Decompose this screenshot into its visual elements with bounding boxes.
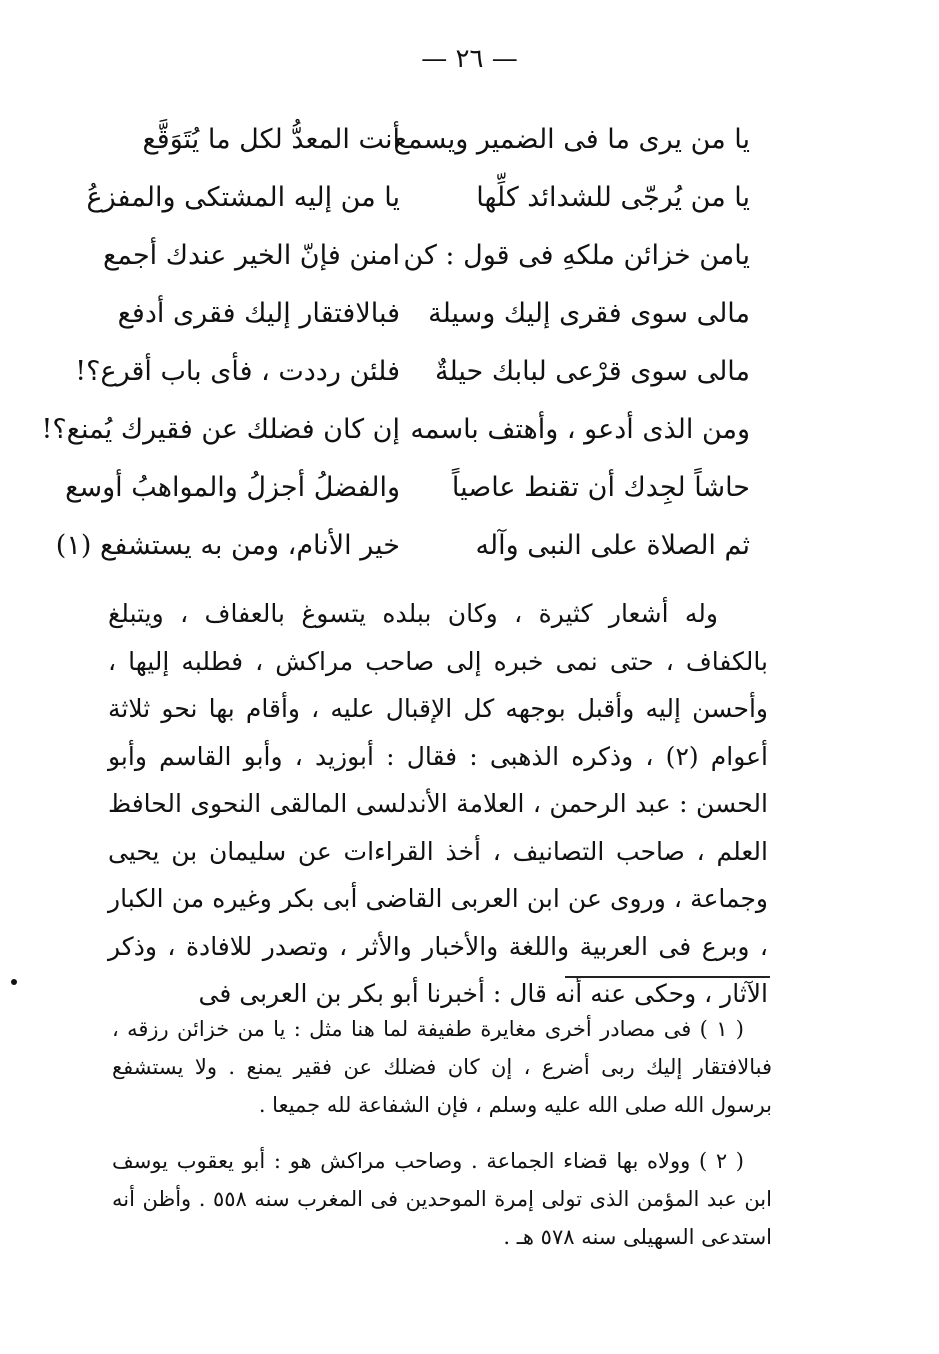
body-paragraph: وله أشعار كثيرة ، وكان ببلده يتسوغ بالعفاف ، ويتبلغ بالكفاف ، حتى نمى خبره إلى صاحب مراكش ، فطلبه إليها ، وأحسن إليه وأقبل بوجهه كل الإقبال عليه ، وأقام بها نحو ثلاثة أعوام (٢) ، وذكره الذهبى : فقال : أبوزيد ، وأبو القاسم وأبو الحسن : عبد الرحمن ، العلامة الأندلسى المالقى النحوى الحافظ العلم ، صاحب التصانيف ، أخذ القراءات عن سليمان بن يحيى وجماعة ، وروى عن ابن العربى القاضى أبى بكر وغيره من الكبار ، وبرع فى العربية واللغة والأخبار والأثر ، وتصدر للافادة ، وذكر الآثار ، وحكى عنه أنه قال : أخبرنا أبو بكر بن العربى فى bbox=[108, 599, 769, 1008]
verse-first-hemistich: يا من يرى ما فى الضمير ويسمع bbox=[393, 123, 750, 155]
verse-second-hemistich: إن كان فضلك عن فقيرك يُمنع؟! bbox=[41, 413, 400, 445]
verse bbox=[100, 110, 750, 168]
verse-first-hemistich: يا من يُرجّى للشدائد كلِّها bbox=[476, 181, 750, 213]
verse-first-hemistich: ثم الصلاة على النبى وآله bbox=[475, 529, 750, 561]
verse bbox=[100, 284, 750, 342]
verse-second-hemistich: يا من إليه المشتكى والمفزعُ bbox=[86, 181, 400, 213]
verse-second-hemistich: امنن فإنّ الخير عندك أجمع bbox=[102, 239, 400, 271]
verse bbox=[55, 516, 750, 574]
footnotes bbox=[112, 1010, 772, 1274]
margin-mark bbox=[11, 979, 17, 985]
footnote-1: ( ١ ) فى مصادر أخرى مغايرة طفيفة لما هنا مثل : يا من خزائن رزقه ، فبالافتقار إليك ربى أضرع ، إن كان فضلك عن فقير يمنع . ولا يستشفع برسول الله صلى الله عليه وسلم ، فإن الشفاعة لله جميعا . bbox=[112, 1017, 772, 1117]
verse-second-hemistich: أنت المعدُّ لكل ما يُتَوَقَّع bbox=[142, 123, 400, 155]
verse-first-hemistich: ومن الذى أدعو ، وأهتف باسمه bbox=[410, 413, 750, 445]
verse bbox=[100, 226, 750, 284]
verse-first-hemistich: مالى سوى فقرى إليك وسيلة bbox=[428, 297, 750, 329]
verse bbox=[86, 168, 750, 226]
body-text bbox=[108, 590, 768, 1018]
verse bbox=[41, 400, 750, 458]
footnote-divider bbox=[565, 976, 770, 978]
verse-first-hemistich: حاشاً لجِدك أن تقنط عاصياً bbox=[451, 471, 750, 503]
footnote-2: ( ٢ ) وولاه بها قضاء الجماعة . وصاحب مراكش هو : أبو يعقوب يوسف ابن عبد المؤمن الذى تولى إمرة الموحدين فى المغرب سنه ٥٥٨ . وأظن أنه استدعى السهيلى سنه ٥٧٨ هـ . bbox=[112, 1149, 772, 1249]
verse-first-hemistich: مالى سوى قرْعى لبابك حيلةٌ bbox=[435, 355, 750, 387]
verse bbox=[75, 342, 750, 400]
page-number: — ٢٦ — bbox=[421, 44, 518, 74]
verse-second-hemistich: خير الأنام، ومن به يستشفع (١) bbox=[55, 529, 400, 561]
verse-second-hemistich: والفضلُ أجزلُ والمواهبُ أوسع bbox=[65, 471, 400, 503]
verse-first-hemistich: يامن خزائن ملكهِ فى قول : كن bbox=[403, 239, 750, 271]
verse bbox=[65, 458, 750, 516]
verse-second-hemistich: فبالافتقار إليك فقرى أدفع bbox=[117, 297, 400, 329]
poem bbox=[41, 110, 750, 574]
verse-second-hemistich: فلئن رددت ، فأى باب أقرع؟! bbox=[75, 355, 400, 387]
